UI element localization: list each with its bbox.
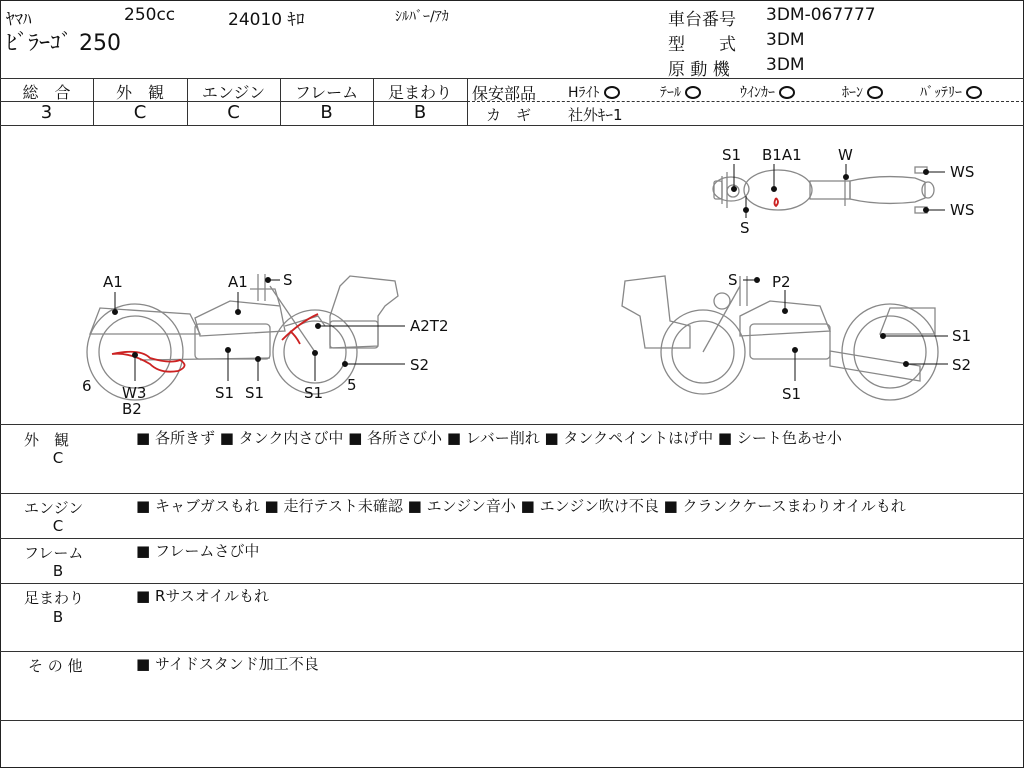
section-label-frame: フレーム: [24, 544, 84, 562]
diagram-label: A1: [228, 273, 248, 291]
divider: [0, 651, 1024, 652]
section-grade-frame: B: [52, 562, 64, 580]
diagram-label: P2: [772, 273, 791, 291]
ok-circle-icon: [966, 86, 982, 99]
diagram-label: B2: [122, 400, 142, 418]
ok-circle-icon: [779, 86, 795, 99]
section-label-exterior: 外 観: [24, 431, 70, 449]
grade-value-overall: 3: [40, 102, 53, 123]
safety-item-tail: ﾃｰﾙ: [660, 82, 701, 102]
diagram-label: W: [838, 146, 853, 164]
diagram-label: S: [728, 271, 738, 289]
section-grade-engine: C: [52, 517, 64, 535]
diagram-label: S1: [215, 384, 235, 402]
divider: [0, 720, 1024, 721]
damage-mark: [775, 198, 779, 206]
safety-item-battery: ﾊﾞｯﾃﾘｰ: [920, 82, 982, 102]
damage-mark: [290, 331, 300, 344]
diagram-label: S1: [245, 384, 265, 402]
section-text-frame: ■ フレームさび中: [136, 542, 260, 560]
section-text-exterior: ■ 各所きず ■ タンク内さび中 ■ 各所さび小 ■ レバー削れ ■ タンクペイントはげ中 ■ シート色あせ小: [136, 429, 842, 447]
right-side-bike: [622, 276, 938, 400]
mileage: 24010 ｷﾛ: [228, 10, 305, 30]
color: ｼﾙﾊﾞｰ/ｱｶ: [395, 9, 449, 25]
engine-value: 3DM: [766, 55, 805, 75]
diagram-label: S: [740, 219, 750, 237]
grade-label-suspension: 足まわり: [387, 83, 452, 102]
diagram-label: A1: [103, 273, 123, 291]
safety-label: 保安部品: [472, 84, 537, 103]
maker: ﾔﾏﾊ: [6, 10, 32, 30]
grade-label-frame: フレーム: [294, 83, 359, 102]
model-name: ﾋﾞﾗｰｺﾞ 250: [6, 31, 121, 56]
frame-no: 3DM-067777: [766, 5, 876, 25]
divider: [0, 493, 1024, 494]
grade-label-exterior: 外 観: [115, 83, 164, 102]
ok-circle-icon: [604, 86, 620, 99]
grade-value-suspension: B: [413, 102, 427, 123]
key-label: カ ギ: [486, 106, 532, 124]
divider: [0, 583, 1024, 584]
frame-no-label: 車台番号: [668, 10, 736, 30]
section-text-suspension: ■ Rサスオイルもれ: [136, 587, 270, 605]
section-label-engine: エンジン: [24, 499, 84, 517]
section-grade-suspension: B: [52, 608, 64, 626]
grade-value-engine: C: [227, 102, 240, 123]
diagram-label: S: [283, 271, 293, 289]
ok-circle-icon: [685, 86, 701, 99]
section-text-other: ■ サイドスタンド加工不良: [136, 655, 319, 673]
diagram-label: S1: [304, 384, 324, 402]
grade-label-engine: エンジン: [201, 83, 266, 102]
diagram-label: S1: [952, 327, 972, 345]
section-label-suspension: 足まわり: [24, 589, 85, 607]
safety-item-headlight: Hﾗｲﾄ: [568, 82, 620, 102]
diagram-label: 5: [347, 376, 357, 394]
engine-label: 原 動 機: [668, 60, 730, 80]
section-label-other: そ の 他: [28, 657, 83, 675]
section-grade-exterior: C: [52, 449, 64, 467]
diagram-label: B1A1: [762, 146, 802, 164]
diagram-label: S2: [952, 356, 972, 374]
grade-value-exterior: C: [133, 102, 147, 123]
diagram-label: S2: [410, 356, 430, 374]
grade-label-overall: 総 合: [22, 83, 71, 102]
diagram-label: W3: [122, 384, 147, 402]
safety-item-winker: ｳｲﾝｶｰ: [740, 82, 795, 102]
diagram-label: S1: [782, 385, 802, 403]
type-label: 型 式: [668, 35, 736, 55]
damage-diagram: [0, 126, 1024, 424]
diagram-label: WS: [950, 201, 975, 219]
damage-mark: [112, 352, 185, 372]
displacement: 250cc: [124, 5, 176, 25]
divider: [0, 78, 1024, 79]
ok-circle-icon: [867, 86, 883, 99]
grade-value-frame: B: [320, 102, 333, 123]
diagram-label: WS: [950, 163, 975, 181]
diagram-label: 6: [82, 377, 92, 395]
type-value: 3DM: [766, 30, 805, 50]
divider: [467, 78, 468, 125]
section-text-engine: ■ キャブガスもれ ■ 走行テスト未確認 ■ エンジン音小 ■ エンジン吹け不良 ■ クランクケースまわりオイルもれ: [136, 497, 906, 515]
diagram-label: A2T2: [410, 317, 449, 335]
key-value: 社外ｷｰ1: [568, 106, 623, 124]
divider: [0, 424, 1024, 425]
safety-item-horn: ﾎｰﾝ: [842, 82, 883, 102]
divider: [0, 538, 1024, 539]
diagram-label: S1: [722, 146, 742, 164]
